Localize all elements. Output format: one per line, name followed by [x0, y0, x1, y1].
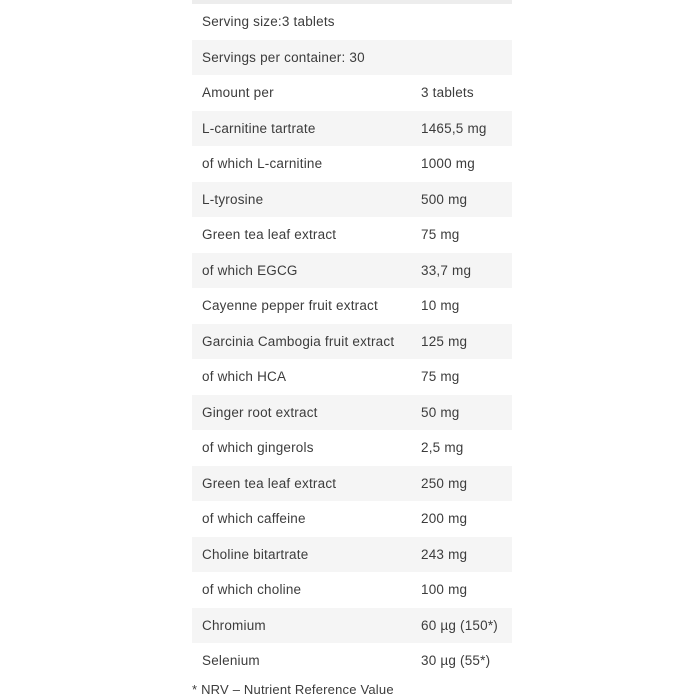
row-label: Green tea leaf extract [202, 475, 337, 491]
row-value: 75 mg [421, 369, 460, 385]
row-value: 75 mg [421, 227, 460, 243]
table-row [192, 395, 512, 431]
table-row [192, 501, 512, 537]
row-value: 100 mg [421, 582, 468, 598]
supplement-facts-table [192, 0, 512, 697]
row-label: Amount per [202, 85, 274, 101]
row-value: 500 mg [421, 191, 468, 207]
table-row [192, 111, 512, 147]
row-value: 1465,5 mg [421, 120, 487, 136]
table-row [192, 359, 512, 395]
table-row [192, 4, 512, 40]
table-row [192, 643, 512, 679]
row-value: 3 tablets [421, 85, 474, 101]
row-label: Selenium [202, 653, 260, 669]
table-row [192, 75, 512, 111]
row-label: Ginger root extract [202, 404, 318, 420]
row-value: 2,5 mg [421, 440, 464, 456]
row-value: 200 mg [421, 511, 468, 527]
table-row [192, 572, 512, 608]
table-row [192, 253, 512, 289]
row-label: Green tea leaf extract [202, 227, 337, 243]
table-row [192, 40, 512, 76]
table-row [192, 288, 512, 324]
row-value: 30 µg (55*) [421, 653, 491, 669]
row-label: of which EGCG [202, 262, 298, 278]
row-label: of which gingerols [202, 440, 314, 456]
row-label: of which caffeine [202, 511, 306, 527]
row-label: of which choline [202, 582, 302, 598]
row-label: Garcinia Cambogia fruit extract [202, 333, 395, 349]
table-row [192, 324, 512, 360]
row-value: 243 mg [421, 546, 468, 562]
row-value: 10 mg [421, 298, 460, 314]
row-value: 250 mg [421, 475, 468, 491]
row-label: Servings per container: 30 [202, 49, 365, 65]
table-row [192, 146, 512, 182]
row-label: Choline bitartrate [202, 546, 309, 562]
table-rows [192, 4, 512, 679]
nrv-footnote: * NRV – Nutrient Reference Value [192, 681, 394, 697]
row-label: L-carnitine tartrate [202, 120, 316, 136]
row-value: 33,7 mg [421, 262, 472, 278]
row-label: Chromium [202, 617, 266, 633]
table-row [192, 182, 512, 218]
table-row [192, 537, 512, 573]
row-label: of which HCA [202, 369, 287, 385]
table-row [192, 430, 512, 466]
table-row [192, 466, 512, 502]
row-label: of which L-carnitine [202, 156, 323, 172]
table-row [192, 608, 512, 644]
table-row [192, 217, 512, 253]
row-label: L-tyrosine [202, 191, 264, 207]
row-label: Serving size:3 tablets [202, 14, 335, 30]
row-label: Cayenne pepper fruit extract [202, 298, 378, 314]
row-value: 1000 mg [421, 156, 475, 172]
row-value: 125 mg [421, 333, 468, 349]
row-value: 60 µg (150*) [421, 617, 498, 633]
row-value: 50 mg [421, 404, 460, 420]
